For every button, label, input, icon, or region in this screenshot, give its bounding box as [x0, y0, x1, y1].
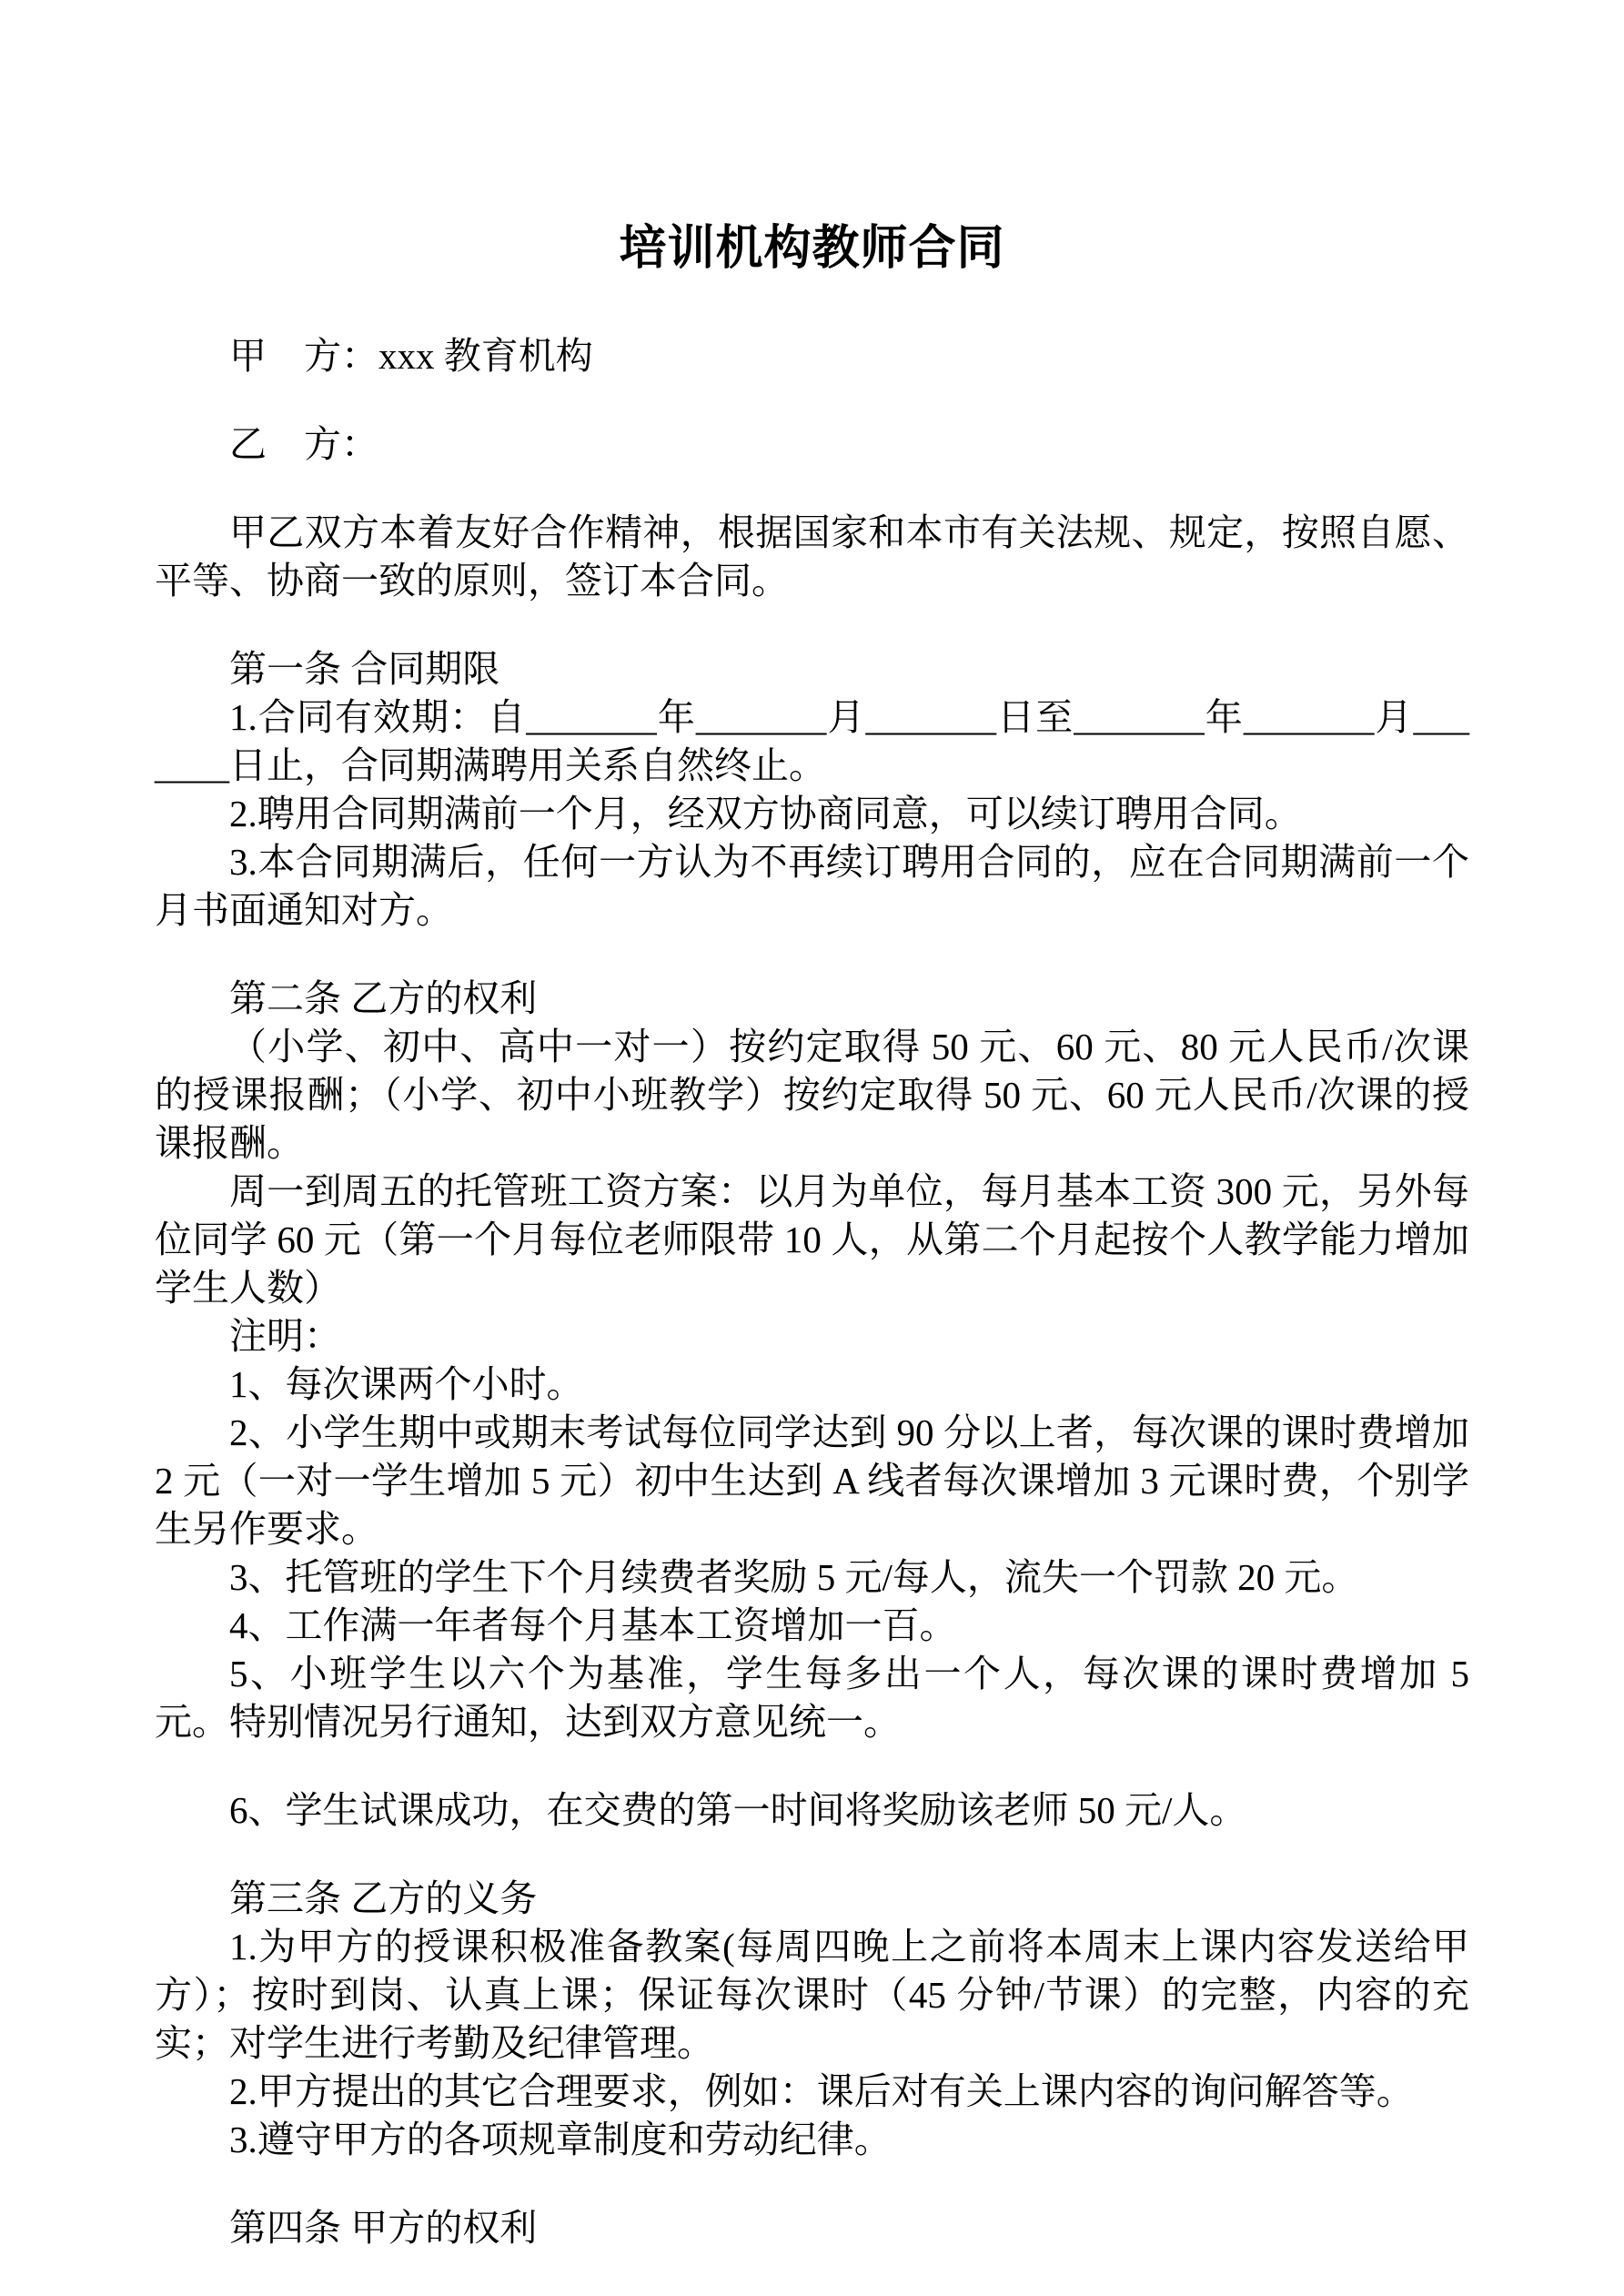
article-1-clause-1: 1.合同有效期：自_______年_______月_______日至_______年_______月_______日止，合同期满聘用关系自然终止。: [155, 696, 1469, 786]
party-b-line: 乙 方：: [229, 423, 378, 465]
article-2-note-2: 2、小学生期中或期末考试每位同学达到 90 分以上者，每次课的课时费增加 2 元（一对一学生增加 5 元）初中生达到 A 线者每次课增加 3 元课时费，个别学生另作要求。: [155, 1411, 1469, 1550]
article-3-heading: 第三条 乙方的义务: [229, 1877, 538, 1919]
article-1-clause-2: 2.聘用合同期满前一个月，经双方协商同意，可以续订聘用合同。: [229, 793, 1302, 834]
article-2-note-4: 4、工作满一年者每个月基本工资增加一百。: [229, 1604, 957, 1646]
article-2-heading: 第二条 乙方的权利: [229, 977, 538, 1019]
article-4-heading: 第四条 甲方的权利: [229, 2207, 538, 2249]
article-3-clause-3: 3.遵守甲方的各项规章制度和劳动纪律。: [229, 2119, 892, 2160]
article-3-clause-2: 2.甲方提出的其它合理要求，例如：课后对有关上课内容的询问解答等。: [229, 2070, 1414, 2112]
article-2-note-3: 3、托管班的学生下个月续费者奖励 5 元/每人，流失一个罚款 20 元。: [229, 1556, 1359, 1598]
preamble-paragraph: 甲乙双方本着友好合作精神，根据国家和本市有关法规、规定，按照自愿、平等、协商一致的原则，签订本合同。: [155, 511, 1469, 602]
article-2-note-5: 5、小班学生以六个为基准，学生每多出一个人，每次课的课时费增加 5 元。特别情况另行通知，达到双方意见统一。: [155, 1653, 1469, 1743]
document-title: 培训机构教师合同: [619, 223, 1005, 275]
article-2-pay-paragraph: （小学、初中、高中一对一）按约定取得 50 元、60 元、80 元人民币/次课的授课报酬；（小学、初中小班教学）按约定取得 50 元、60 元人民币/次课的授课报酬。: [155, 1026, 1469, 1164]
article-2-daycare-paragraph: 周一到周五的托管班工资方案：以月为单位，每月基本工资 300 元，另外每位同学 60 元（第一个月每位老师限带 10 人，从第二个月起按个人教学能力增加学生人数）: [155, 1170, 1469, 1309]
party-a-line: 甲 方：xxx 教育机构: [229, 335, 593, 377]
article-2-note-1: 1、每次课两个小时。: [229, 1363, 584, 1405]
article-1-heading: 第一条 合同期限: [229, 648, 500, 690]
article-2-note-6: 6、学生试课成功，在交费的第一时间将奖励该老师 50 元/人。: [229, 1789, 1247, 1831]
article-1-clause-3: 3.本合同期满后，任何一方认为不再续订聘用合同的，应在合同期满前一个月书面通知对方。: [155, 841, 1469, 931]
article-2-notes-label: 注明：: [229, 1315, 341, 1357]
article-3-clause-1: 1.为甲方的授课积极准备教案(每周四晚上之前将本周末上课内容发送给甲方）；按时到岗、认真上课；保证每次课时（45 分钟/节课）的完整，内容的充实；对学生进行考勤及纪律管理。: [155, 1926, 1469, 2064]
